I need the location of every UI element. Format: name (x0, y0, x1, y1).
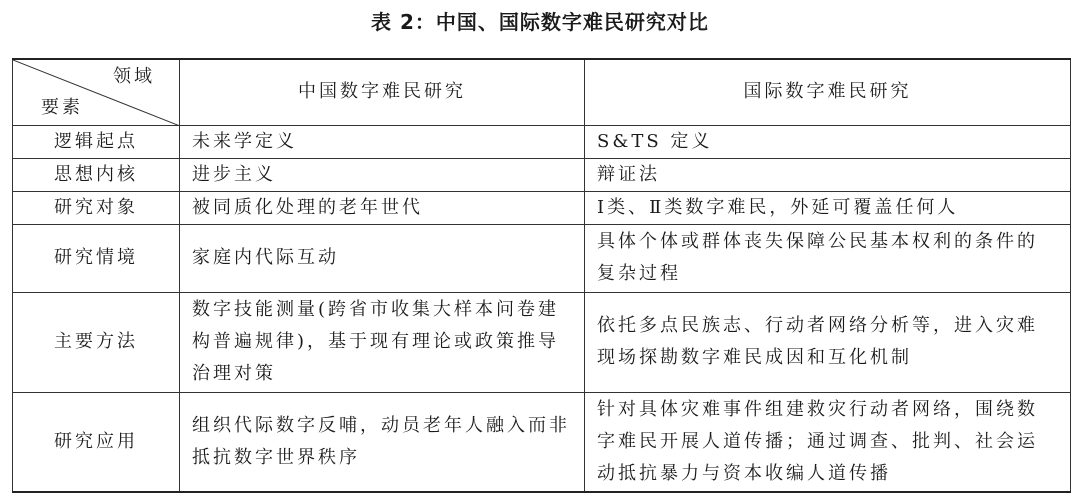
table-row (13, 191, 1071, 224)
corner-header-cell (13, 59, 180, 125)
cell-international: 针对具体灾难事件组建救灾行动者网络，围绕数字难民开展人道传播；通过调查、批判、社会运动抵抗暴力与资本收编人道传播 (585, 392, 1071, 492)
cell-international: 依托多点民族志、行动者网络分析等，进入灾难现场探勘数字难民成因和互化机制 (585, 292, 1071, 392)
cell-international: S&TS 定义 (585, 125, 1071, 158)
table-row (13, 292, 1071, 392)
corner-label-domain: 领域 (113, 66, 155, 87)
row-label: 研究应用 (13, 392, 180, 492)
table-row (13, 158, 1071, 191)
row-label: 逻辑起点 (13, 125, 180, 158)
comparison-table (12, 58, 1071, 493)
column-header-international: 国际数字难民研究 (585, 59, 1071, 125)
table-header-row (13, 59, 1071, 125)
table-caption: 表 2：中国、国际数字难民研究对比 (371, 10, 709, 34)
row-label: 主要方法 (13, 292, 180, 392)
cell-international: Ⅰ类、Ⅱ类数字难民，外延可覆盖任何人 (585, 191, 1071, 224)
row-label: 研究对象 (13, 191, 180, 224)
row-label: 思想内核 (13, 158, 180, 191)
cell-china: 组织代际数字反哺，动员老年人融入而非抵抗数字世界秩序 (180, 392, 585, 492)
cell-china: 进步主义 (180, 158, 585, 191)
row-label: 研究情境 (13, 224, 180, 292)
table-row (13, 392, 1071, 492)
cell-china: 数字技能测量(跨省市收集大样本问卷建构普遍规律)，基于现有理论或政策推导治理对策 (180, 292, 585, 392)
cell-china: 未来学定义 (180, 125, 585, 158)
cell-china: 被同质化处理的老年世代 (180, 191, 585, 224)
cell-international: 辩证法 (585, 158, 1071, 191)
corner-label-element: 要素 (41, 96, 83, 118)
cell-china: 家庭内代际互动 (180, 224, 585, 292)
table-row (13, 125, 1071, 158)
table-row (13, 224, 1071, 292)
cell-international: 具体个体或群体丧失保障公民基本权利的条件的复杂过程 (585, 224, 1071, 292)
column-header-china: 中国数字难民研究 (180, 59, 585, 125)
